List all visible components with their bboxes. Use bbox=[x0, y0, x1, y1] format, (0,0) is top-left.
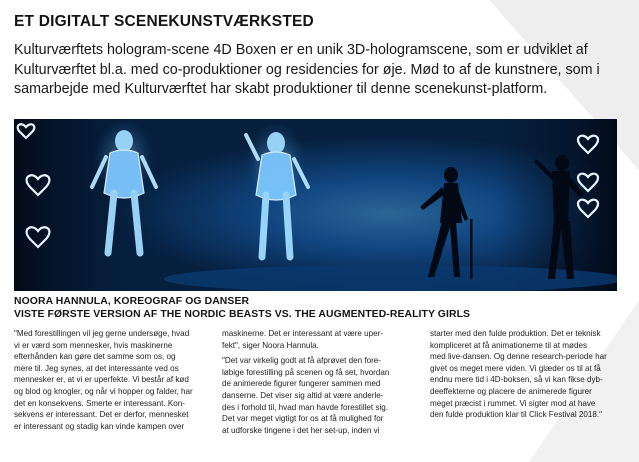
intro-line: Kulturværftet bl.a. med co-produktioner og residencies for øje. Mød to af de kunstnere, som i bbox=[14, 61, 600, 78]
text-line: kompliceret at få animationerne til at mødes bbox=[430, 340, 587, 350]
text-line: den fulde produktion klar til Click Festival 2018." bbox=[430, 410, 603, 420]
text-line: sekvens er interessant. Det er derfor, mennesket bbox=[14, 410, 189, 420]
text-line: des i forhold til, hvad man havde forestillet sig. bbox=[222, 402, 389, 412]
article-column-1 bbox=[14, 328, 208, 440]
text-line: vi er værd som mennesker, hvis maskinerne bbox=[14, 340, 173, 350]
text-line: maskinerne. Det er interessant at være uper- bbox=[222, 329, 384, 338]
text-line: mere til. Jeg synes, at det interessante ved os bbox=[14, 363, 179, 373]
article-column-3 bbox=[430, 328, 624, 440]
page-headline: ET DIGITALT SCENEKUNSTVÆRKSTED bbox=[14, 13, 314, 30]
intro-line: samarbejde med Kulturværftet har skabt produktioner til denne scenekunst-platform. bbox=[14, 81, 548, 97]
text-line: fekt", siger Noora Hannula. bbox=[222, 340, 319, 350]
text-line: og blod og knogler, og når vi hopper og falder, har bbox=[14, 386, 193, 396]
byline-subtitle: VISTE FØRSTE VERSION AF THE NORDIC BEASTS VS. THE AUGMENTED-REALITY GIRLS bbox=[14, 308, 471, 320]
paragraph bbox=[222, 355, 416, 436]
text-line: danserne. Det viser sig altid at være anderle- bbox=[222, 390, 384, 400]
article-byline bbox=[14, 296, 624, 321]
text-line: er interessant og stadig kan vinde kampen over bbox=[14, 421, 185, 431]
text-line: deeffekterne og placere de animerede figurer bbox=[430, 386, 592, 396]
text-line: meget præcist i rummet. Vi sigter mod at have bbox=[430, 398, 596, 408]
text-line: det en konsekvens. Smerte er interessant. Kon- bbox=[14, 398, 185, 408]
text-line: de animerede figurer fungerer sammen med bbox=[222, 379, 381, 389]
byline-name: NOORA HANNULA, KOREOGRAF OG DANSER bbox=[14, 296, 250, 307]
text-line: "Det var virkelig godt at få afprøvet den fore- bbox=[222, 356, 381, 366]
article-column-2 bbox=[222, 328, 416, 440]
hologram-stage-photo bbox=[14, 119, 617, 291]
text-line: "Med forestillingen vil jeg gerne undersøge, hvad bbox=[14, 329, 190, 338]
intro-line: Kulturværftets hologram-scene 4D Boxen er en unik 3D-hologramscene, som er udviklet af bbox=[14, 42, 588, 58]
text-line: endnu mere tid i 4D-boksen, så vi kan fikse dyb- bbox=[430, 375, 603, 385]
article-columns bbox=[14, 328, 624, 440]
paragraph bbox=[222, 328, 416, 351]
text-line: løbige forestilling på scenen og få set, hvordan bbox=[222, 367, 390, 377]
text-line: Det var meget vigtigt for os at få mulighed for bbox=[222, 414, 384, 424]
paragraph bbox=[14, 328, 208, 432]
text-line: at udforske tingene i det her set-up, inden vi bbox=[222, 425, 380, 435]
text-line: med live-dansen. Og denne research-periode har bbox=[430, 352, 607, 362]
text-line: mennesker er, at vi er uperfekte. Vi består af kød bbox=[14, 375, 189, 385]
text-line: efterhånden kan gøre det samme som os, og bbox=[14, 352, 176, 362]
text-line: givet os meget mere viden. Vi glæder os til at få bbox=[430, 363, 601, 373]
text-line: starter med den fulde produktion. Det er teknisk bbox=[430, 329, 601, 338]
paragraph bbox=[430, 328, 624, 421]
intro-paragraph bbox=[14, 41, 624, 100]
